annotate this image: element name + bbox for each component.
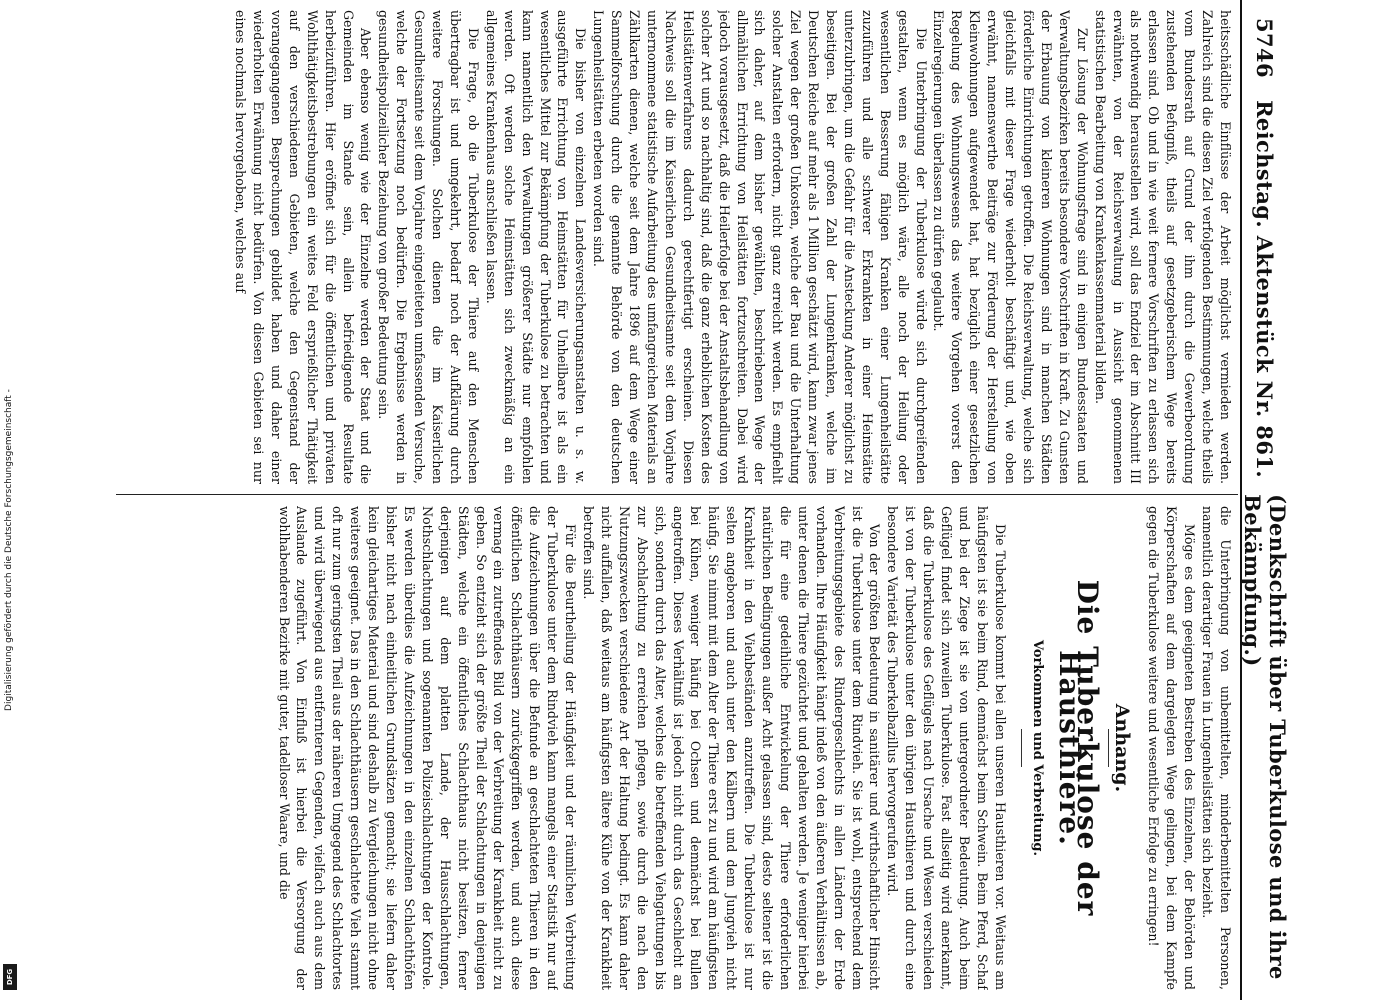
paragraph: Die bisher von einzelnen Landesversicherungsanstalten u. s. w. ausgeführte Errichtung von Heimstätten für Unheilbare ist als ein wesentliches Mittel zur Bekämpfung der Tuberkulose zu betrachten und kann namentlich den Verwaltungen größerer Städte nur empfohlen werden. Oft werden solche Heimstätten sich zweckmäßig an ein allgemeines Krankenhaus anschließen lassen. [483,10,589,484]
right-column [116,506,1234,990]
column-divider [116,494,1238,495]
header-rule [1240,0,1242,1000]
header-subtitle: (Denkschrift über Tuberkulose und ihre Bekämpfung.) [1240,494,1290,980]
digitization-credit [0,50,22,980]
section-title: Die Tuberkulose der Hausthiere. [1052,579,1104,917]
page-header [1242,0,1288,1000]
credit-text: Digitalisierung gefördert durch die Deutsche Forschungsgemeinschaft - [4,389,14,711]
paragraph: Die Frage, ob die Tuberkulose der Thiere auf den Menschen übertragbar ist und umgekehrt, bedarf noch der Aufklärung durch weitere Forschungen. Solchen dienen die im Kaiserlichen Gesundheitsamte seit dem Vorjahre eingeleiteten umfassenden Versuche, welche der Fortsetzung noch bedürfen. Die Ergebnisse werden in gesundheitspolizeilicher Beziehung von großer Bedeutung sein. [376,10,481,484]
header-title: Reichstag. Aktenstück Nr. 861. [1252,100,1278,479]
paragraph: Für die Beurtheilung der Häufigkeit und der räumlichen Verbreitung der Tuberkulose unter dem Rindvieh kann mangels einer Statistik nur auf die Aufzeichnungen über die Befunde an geschlachteten Thieren in den öffentlichen Schlachthäusern zurückgegriffen werden, und auch diese vermag ein zutreffendes Bild von der Verbreitung der Krankheit nicht zu geben. So entzieht sich der größte Theil der Schlachtungen in denjenigen Städten, welche ein öffentliches Schlachthaus nicht besitzen, ferner derjenigen auf dem platten Lande, der Hausschlachtungen, Nothschlachtungen und sogenannten Polizeischlachtungen der Kontrole. Es werden überdies die Aufzeichnungen in den einzelnen Schlachthöfen bisher nicht nach einheitlichen Grundsätzen gemacht; sie liefern daher kein gleichartiges Material und sind deshalb zu Vergleichungen nicht ohne weiteres geeignet. Das in den Schlachthäusern geschlachtete Vieh stammt oft nur zum geringsten Theil aus der näheren Umgegend des Schlachtortes und wird überwiegend aus entfernteren Gegenden, vielfach auch aus dem Auslande zugeführt. Von Einfluß ist hierbei die Versorgung der wohlhabenderen Bezirke mit guter, tadelloser Waare, und die [276,506,579,990]
paragraph: Die Tuberkulose kommt bei allen unseren Hausthieren vor. Weitaus am häufigsten ist sie beim Rind, demnächst beim Schwein. Beim Pferd, Schaf und bei der Ziege ist sie von untergeordneter Bedeutung. Auch beim Geflügel findet sich zuweilen Tuberkulose. Fast allseitig wird anerkannt, daß die Tuberkulose des Geflügels nach Ursache und Wesen verschieden ist von der Tuberkulose unter den übrigen Hausthieren und durch eine besondere Varietät des Tuberkelbazillus hervorgerufen wird. [885,506,1008,990]
dfg-logo-icon: DFG [3,964,17,990]
paragraph: Möge es dem geeigneten Bestreben des Einzelnen, der Behörden und Körperschaften auf dem dargelegten Wege gelingen, bei dem Kampfe gegen die Tuberkulose weitere und wesentliche Erfolge zu erringen! [1146,506,1198,990]
paragraph: Die Unterbringung der Tuberkulose würde sich durchgreifenden gestalten, wenn es möglich wäre, alle noch der Heilung oder wesentlichen Besserung fähigen Kranken einer Lungenheilstätte zuzuführen und alle schwerer Erkrankten in einer Heimstätte unterzubringen, um die Gefahr für die Ansteckung Anderer möglichst zu beseitigen. Bei der großen Zahl der Lungenkranken, welche im Deutschen Reiche auf mehr als 1 Million geschätzt wird, kann zwar jenes Ziel wegen der großen Unkosten, welche der Bau und die Unterhaltung solcher Anstalten erfordern, nicht ganz erreicht werden. Es empfiehlt sich daher, auf dem bisher gewählten, beschriebenen Wege der allmählichen Errichtung von Heilstätten fortzuschreiten. Dabei wird jedoch vorausgesetzt, daß die Heilerfolge bei der Anstaltsbehandlung von solcher Art und so nachhaltig sind, daß die ganz erheblichen Kosten des Heilstättenverfahrens dadurch gerechtfertigt erscheinen. Diesen Nachweis soll die im Kaiserlichen Gesundheitsamte seit dem Vorjahre unternommene statistische Aufarbeitung des umfangreichen Materials an Zählkarten dienen, welche seit dem Jahre 1896 auf dem Wege einer Sammelforschung durch die genannte Behörde von den deutschen Lungenheilstätten erbeten worden sind. [591,10,929,484]
short-rule [1021,729,1022,767]
short-rule [1108,729,1109,767]
paragraph: die Unterbringung von unbemittelten, minderbemittelten Personen, namentlich derartiger Frauen in Lungenheilstätten sich bezieht. [1200,506,1233,990]
paragraph: Zur Lösung der Wohnungsfrage sind in einigen Bundesstaaten und Verwaltungsbezirken bereits besondere Vorschriften in Kraft. Zu Gunsten der Erbauung von kleineren Wohnungen sind in manchen Städten förderliche Einrichtungen getroffen. Die Reichsverwaltung, welche sich gleichfalls mit dieser Frage wiederholt beschäftigt und, wie oben erwähnt, namenswerthe Beiträge zur Förderung der Herstellung von Kleinwohnungen aufgewendet hat, hat bezüglich einer gesetzlichen Regelung des Wohnungswesens das weitere Vorgehen vorerst den Einzelregierungen überlassen zu dürfen geglaubt. [931,10,1090,484]
subheading: Vorkommen und Verbreitung. [1029,639,1045,857]
paragraph: Aber ebenso wenig wie der Einzelne werden der Staat und die Gemeinden im Stande sein, allein befriedigende Resultate herbeizuführen. Hier eröffnet sich für die öffentlichen und privaten Wohlthätigkeitsbestrebungen ein weites Feld ersprießlicher Thätigkeit auf den verschiedenen Gebieten, welche den Gegenstand der vorangegangenen Besprechungen gebildet haben und daher einer wiederholten Erwähnung nicht bedürfen. Von diesen Gebieten sei nur eines nochmals hervorgehoben, welches auf [233,10,374,484]
paragraph: heitsschädliche Einflüsse der Arbeit möglichst vermieden werden. Zahlreich sind die diesen Ziel verfolgenden Bestimmungen, welche theils vom Bundesrath auf Grund der ihm durch die Gewerbeordnung zustehenden Befugniß, theils auf gesetzgeberischem Wege bereits erlassen sind. Ob und in wie weit fernere Vorschriften zu erlassen sich als nothwendig herausstellen wird, soll das Endziel der im Abschnitt III erwähnten, von der Reichsverwaltung in Aussicht genommenen statistischen Bearbeitung von Krankenkassenmaterial bilden. [1092,10,1233,484]
paragraph: Von der größten Bedeutung in sanitärer und wirthschaftlicher Hinsicht ist die Tuberkulose unter dem Rindvieh. Sie ist wohl, entsprechend dem Verbreitungsgebiete des Rindergeschlechts in allen Ländern der Erde vorhanden. Ihre Häufigkeit hängt indeß von den äußeren Verhältnissen ab, unter denen die Thiere gezüchtet und gehalten werden. Je weniger hierbei die für eine gedeihliche Entwickelung der Thiere erforderlichen natürlichen Bedingungen außer Acht gelassen sind, desto seltener ist die Krankheit in den Viehbeständen anzutreffen. Die Tuberkulose ist nur selten angeboren und auch unter den Kälbern und dem Jungvieh nicht häufig. Sie nimmt mit dem Alter der Thiere erst zu und wird am häufigsten bei Kühen, weniger häufig bei Ochsen und demnächst bei Bullen angetroffen. Dieses Verhältniß ist jedoch nicht durch das Geschlecht an sich, sondern durch das Alter, welches die betreffenden Viehgattungen bis zur Abschlachtung zu erreichen pflegen, sowie durch die nach den Nutzungszwecken verschiedene Art der Haltung bedingt. Es kann daher nicht auffallen, daß weitaus am häufigsten ältere Kühe von der Krankheit betroffen sind. [581,506,883,990]
left-column [116,10,1234,484]
page-number: 5746 [1252,18,1278,79]
appendix-heading: Anhang. [1111,703,1134,793]
rotated-page [108,0,1288,1000]
